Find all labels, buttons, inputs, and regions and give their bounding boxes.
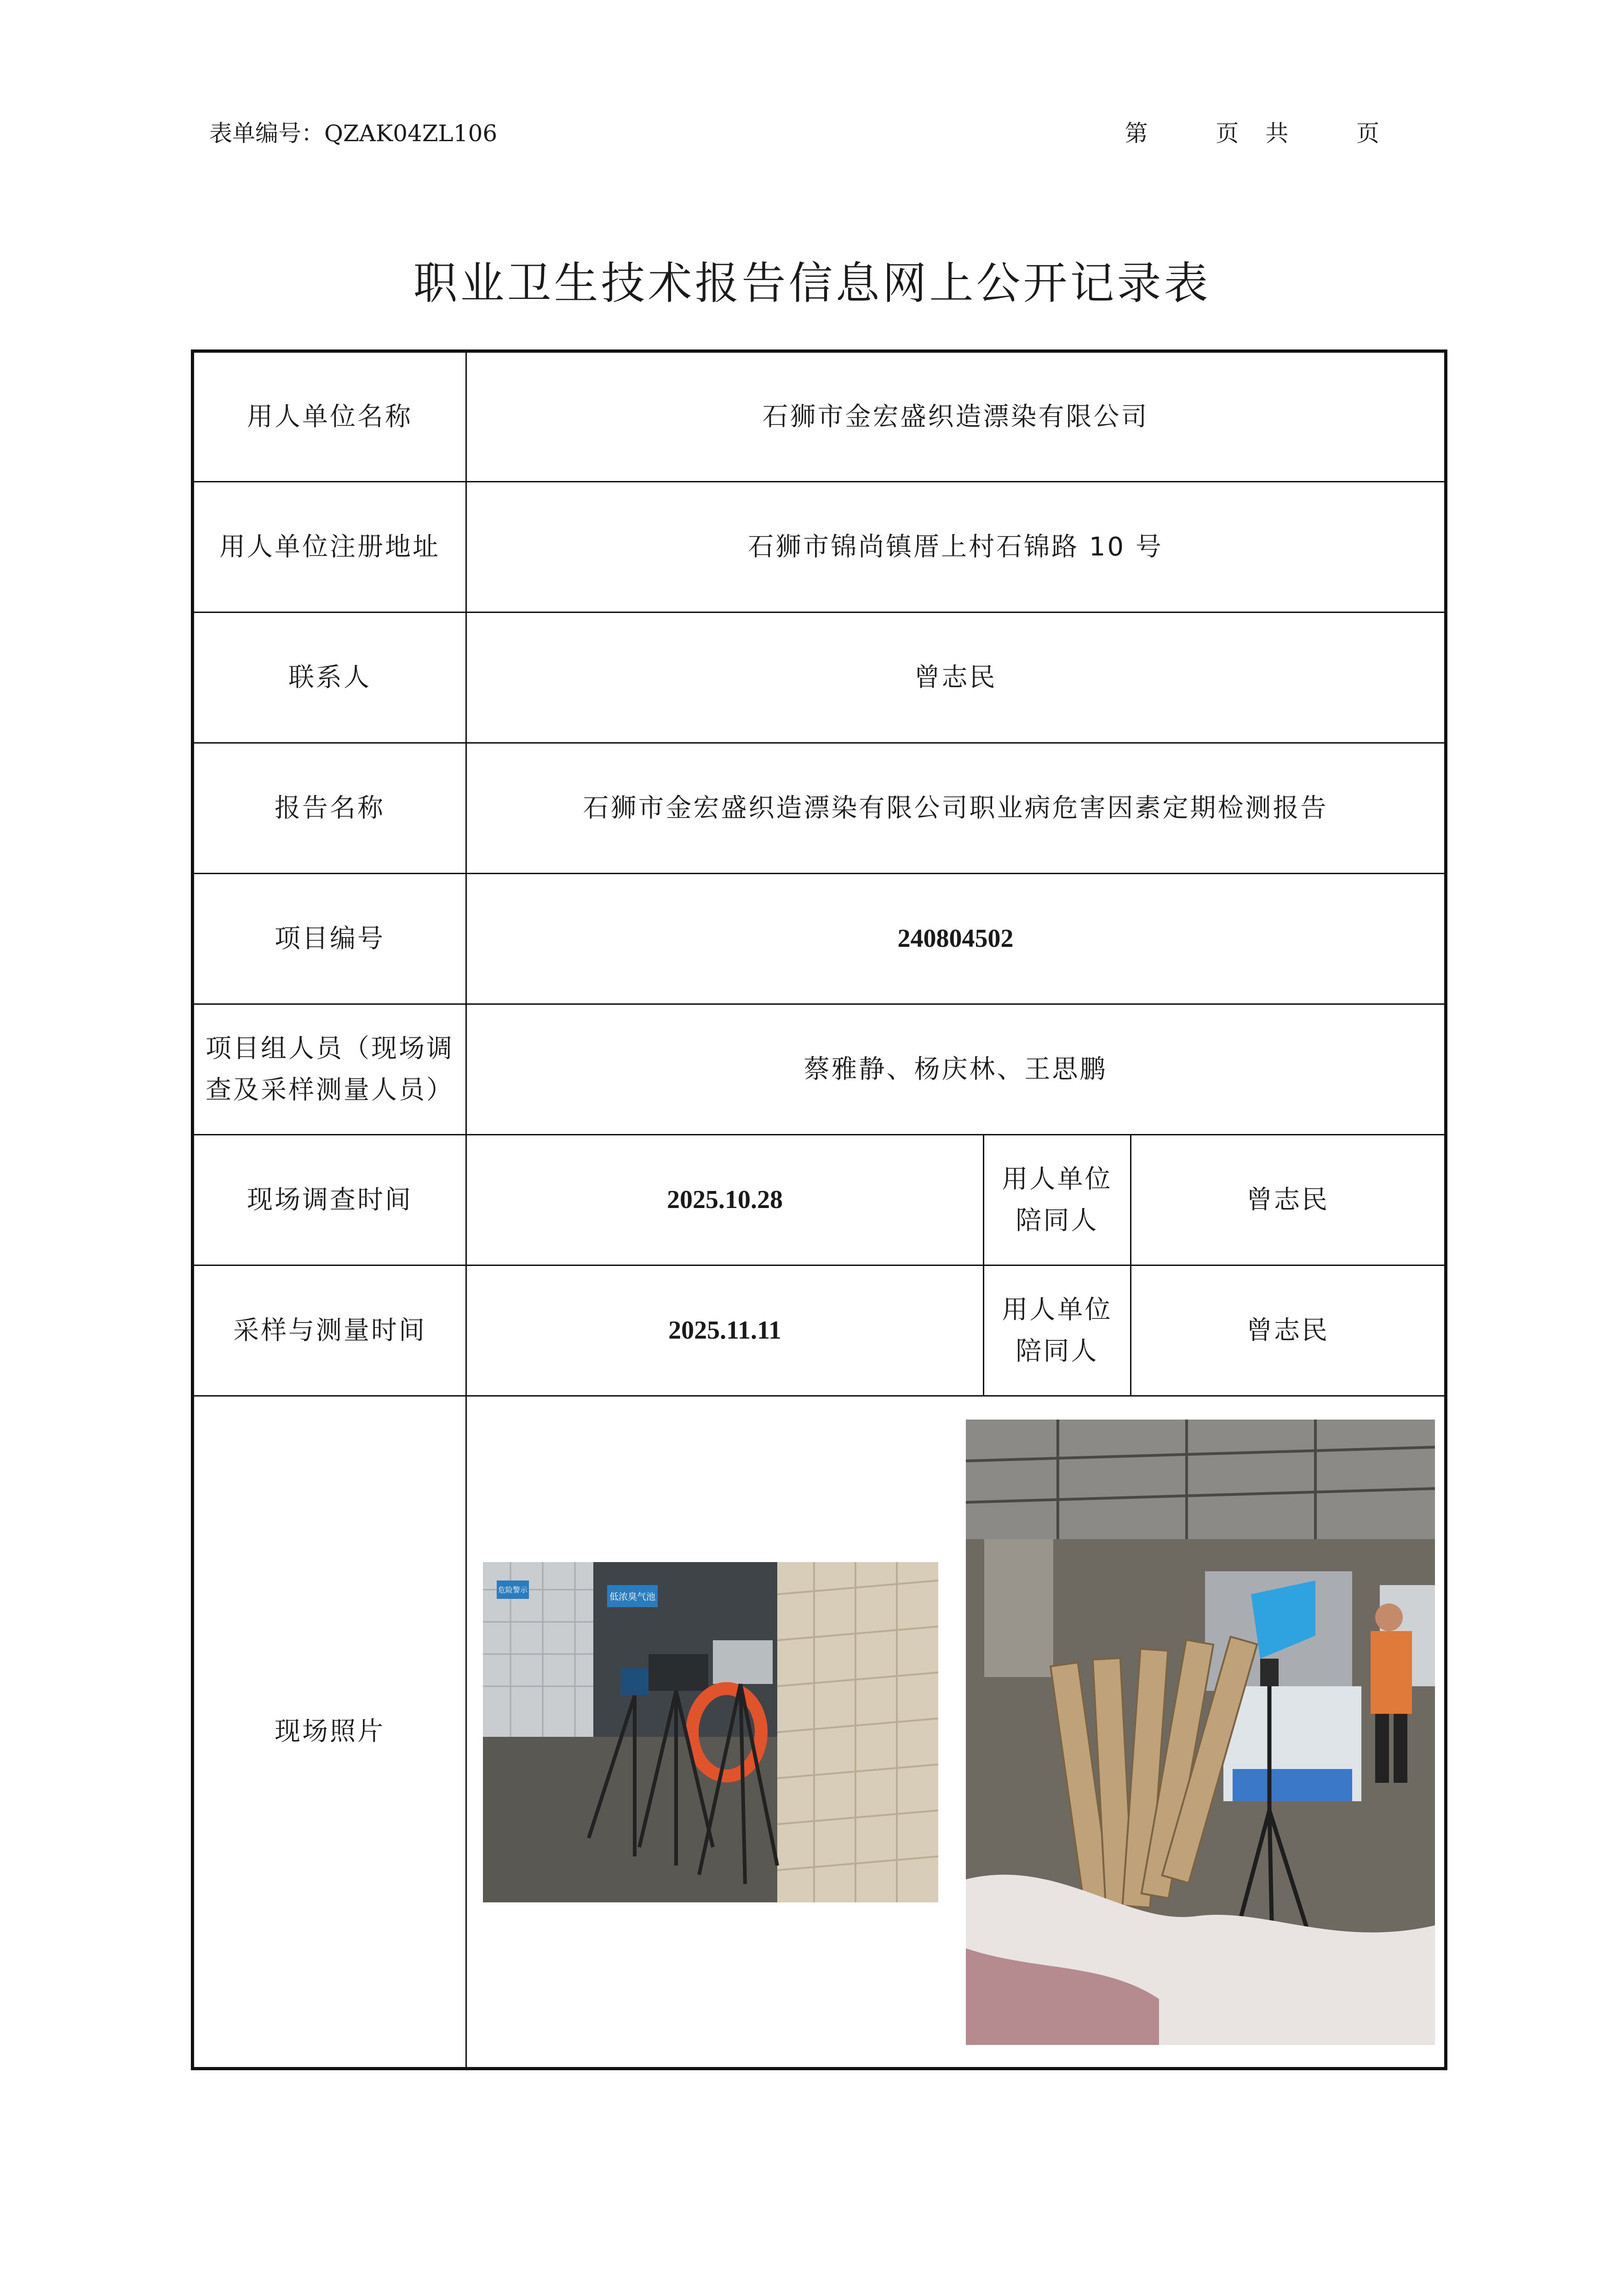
unit-name-label: 用人单位名称 (193, 351, 466, 482)
team-label: 项目组人员（现场调查及采样测量人员） (193, 1004, 466, 1135)
site-photo-workshop (966, 1420, 1435, 2045)
sampling-companion-label: 用人单位陪同人 (984, 1265, 1131, 1396)
table-row (193, 351, 1446, 482)
table-row (193, 743, 1446, 874)
table-row (193, 874, 1446, 1004)
table-row (193, 482, 1446, 613)
survey-time-value: 2025.10.28 (466, 1135, 984, 1265)
table-row (193, 1265, 1446, 1396)
project-no-label: 项目编号 (193, 874, 466, 1004)
page-ye2: 页 (1356, 120, 1380, 147)
table-row (193, 1396, 1446, 2069)
report-name-value: 石狮市金宏盛织造漂染有限公司职业病危害因素定期检测报告 (466, 743, 1446, 874)
table-row (193, 1135, 1446, 1265)
address-label: 用人单位注册地址 (193, 482, 466, 613)
sampling-companion-value: 曾志民 (1131, 1265, 1446, 1396)
page-title: 职业卫生技术报告信息网上公开记录表 (413, 258, 1211, 309)
site-photo-equipment-image (483, 1562, 938, 1902)
address-value: 石狮市锦尚镇厝上村石锦路 10 号 (466, 482, 1446, 613)
page-indicator (1125, 115, 1380, 148)
page-di: 第 (1125, 120, 1149, 147)
team-value: 蔡雅静、杨庆林、王思鹏 (466, 1004, 1446, 1135)
project-no-value: 240804502 (466, 874, 1446, 1004)
photos-area (467, 1397, 1444, 2067)
table-row (193, 1004, 1446, 1135)
photo-sign-2: 危险警示 (498, 1586, 528, 1594)
sampling-time-label: 采样与测量时间 (193, 1265, 466, 1396)
report-name-label: 报告名称 (193, 743, 466, 874)
photos-label: 现场照片 (193, 1396, 466, 2069)
page-ye1: 页 (1216, 120, 1240, 147)
survey-time-label: 现场调查时间 (193, 1135, 466, 1265)
page-gong: 共 (1265, 120, 1290, 147)
form-number: 表单编号：QZAK04ZL106 (209, 120, 498, 147)
sampling-time-value: 2025.11.11 (466, 1265, 984, 1396)
record-table (191, 349, 1447, 2070)
site-photo-equipment (483, 1562, 938, 1902)
site-photo-workshop-image (966, 1420, 1435, 2045)
contact-label: 联系人 (193, 613, 466, 743)
table-row (193, 613, 1446, 743)
contact-value: 曾志民 (466, 613, 1446, 743)
survey-companion-value: 曾志民 (1131, 1135, 1446, 1265)
photo-sign-1: 低浓臭气池 (609, 1591, 655, 1602)
photos-cell (466, 1396, 1446, 2069)
unit-name-value: 石狮市金宏盛织造漂染有限公司 (466, 351, 1446, 482)
survey-companion-label: 用人单位陪同人 (984, 1135, 1131, 1265)
